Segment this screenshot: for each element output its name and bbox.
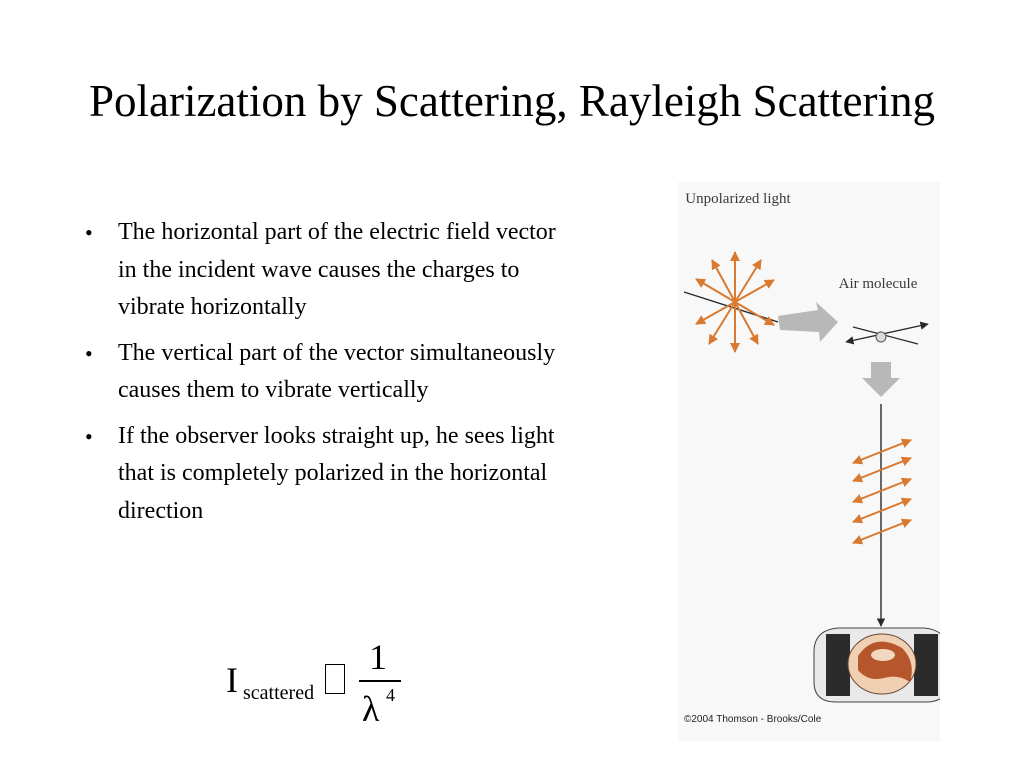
- formula-subscript: scattered: [243, 682, 315, 704]
- bullet-marker: •: [85, 423, 93, 449]
- bullet-marker: •: [85, 220, 93, 245]
- bullet-item-vertical: [78, 335, 578, 410]
- copyright-credit: ©2004 Thomson - Brooks/Cole: [684, 714, 822, 725]
- bullet-marker: •: [85, 340, 93, 366]
- scattering-diagram: [678, 182, 940, 742]
- gray-arrow-downward: [862, 362, 900, 397]
- rayleigh-formula: [226, 632, 426, 732]
- formula-intensity: I: [226, 660, 238, 700]
- unpolarized-vectors: [696, 252, 774, 352]
- polarized-vectors: [853, 440, 911, 543]
- formula-exponent: 4: [386, 685, 395, 705]
- air-molecule: [876, 332, 886, 342]
- formula-numerator: 1: [369, 637, 387, 677]
- bullet-text: The horizontal part of the electric field vector in the incident wave causes the charges to vibrate horizontally: [118, 219, 556, 320]
- unpolarized-light-label: Unpolarized light: [685, 191, 791, 207]
- formula-lambda: λ: [362, 689, 380, 729]
- observer-figure: [814, 628, 940, 702]
- proportional-symbol-box: [325, 664, 345, 694]
- bullet-item-horizontal: [78, 214, 578, 327]
- air-molecule-label: Air molecule: [838, 276, 918, 292]
- bullet-text: If the observer looks straight up, he sees light that is completely polarized in the horizontal direction: [118, 422, 555, 524]
- scattering-figure: [678, 182, 940, 742]
- gray-arrow-to-molecule: [778, 302, 838, 342]
- slide-title: Polarization by Scattering, Rayleigh Scattering: [88, 76, 936, 126]
- bullet-text: The vertical part of the vector simultaneously causes them to vibrate vertically: [118, 339, 556, 403]
- fraction-bar: [359, 680, 401, 682]
- bullet-item-observer: [78, 418, 578, 531]
- bullet-list: [78, 214, 578, 538]
- molecule-vibration-axis: [846, 324, 928, 342]
